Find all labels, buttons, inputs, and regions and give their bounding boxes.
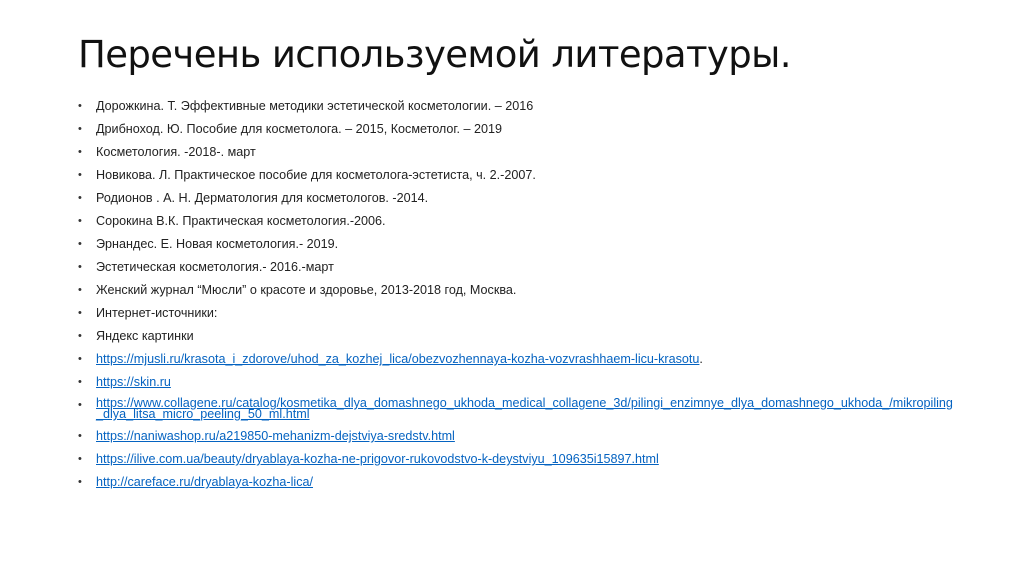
bullet: •: [78, 123, 82, 135]
reference-text: Сорокина В.К. Практическая косметология.-2006.: [96, 214, 386, 228]
bullet: •: [78, 330, 82, 342]
list-item: [78, 306, 958, 320]
slide-title: Перечень используемой литературы.: [78, 33, 791, 76]
reference-link[interactable]: https://skin.ru: [96, 375, 171, 389]
reference-link[interactable]: https://mjusli.ru/krasota_i_zdorove/uhod_za_kozhej_lica/obezvozhennaya-kozha-vozvrashhaem-licu-krasotu: [96, 352, 700, 366]
list-item: [78, 452, 958, 466]
list-item: [78, 237, 958, 251]
list-item: [78, 283, 958, 297]
bullet: •: [78, 476, 82, 488]
bullet: •: [78, 284, 82, 296]
reference-link[interactable]: https://www.collagene.ru/catalog/kosmetika_dlya_domashnego_ukhoda_medical_collagene_3d/pilingi_enzimnye_dlya_domashnego_ukhoda_/mikropiling_dlya_litsa_micro_peeling_50_ml.html: [96, 396, 953, 421]
reference-text: Интернет-источники:: [96, 306, 218, 320]
list-item: [78, 145, 958, 159]
reference-link[interactable]: https://ilive.com.ua/beauty/dryablaya-kozha-ne-prigovor-rukovodstvo-k-deystviyu_109635i15897.html: [96, 452, 659, 466]
reference-text: Эрнандес. Е. Новая косметология.- 2019.: [96, 237, 339, 251]
bullet: •: [78, 146, 82, 158]
list-item: [78, 352, 958, 366]
list-item: [78, 260, 958, 274]
reference-text: Дрибноход. Ю. Пособие для косметолога. – 2015, Косметолог. – 2019: [96, 122, 502, 136]
list-item: [78, 214, 958, 228]
bullet: •: [78, 453, 82, 465]
reference-text: Родионов . А. Н. Дерматология для косметологов. -2014.: [96, 191, 429, 205]
bullet: •: [78, 353, 82, 365]
list-item: [78, 168, 958, 182]
reference-link[interactable]: https://naniwashop.ru/a219850-mehanizm-dejstviya-sredstv.html: [96, 429, 455, 443]
reference-text: Новикова. Л. Практическое пособие для косметолога-эстетиста, ч. 2.-2007.: [96, 168, 536, 182]
references-list: [78, 99, 958, 489]
reference-text: Косметология. -2018-. март: [96, 145, 256, 159]
list-item: [78, 375, 958, 389]
list-item: [78, 99, 958, 113]
bullet: •: [78, 238, 82, 250]
bullet: •: [78, 215, 82, 227]
reference-text: Женский журнал “Мюсли” о красоте и здоровье, 2013-2018 год, Москва.: [96, 283, 517, 297]
bullet: •: [78, 376, 82, 388]
bullet: •: [78, 399, 82, 411]
bullet: •: [78, 261, 82, 273]
list-item: [78, 191, 958, 205]
reference-text: Дорожкина. Т. Эффективные методики эстетической косметологии. – 2016: [96, 99, 534, 113]
reference-text: Эстетическая косметология.- 2016.-март: [96, 260, 334, 274]
list-item: [78, 329, 958, 343]
list-item: [78, 475, 958, 489]
bullet: •: [78, 307, 82, 319]
reference-text: Яндекс картинки: [96, 329, 194, 343]
list-item: [78, 122, 958, 136]
list-item: [78, 398, 958, 420]
list-item: [78, 429, 958, 443]
bullet: •: [78, 430, 82, 442]
bullet: •: [78, 100, 82, 112]
bullet: •: [78, 192, 82, 204]
bullet: •: [78, 169, 82, 181]
reference-link[interactable]: http://careface.ru/dryablaya-kozha-lica/: [96, 475, 313, 489]
reference-suffix: .: [699, 352, 703, 366]
